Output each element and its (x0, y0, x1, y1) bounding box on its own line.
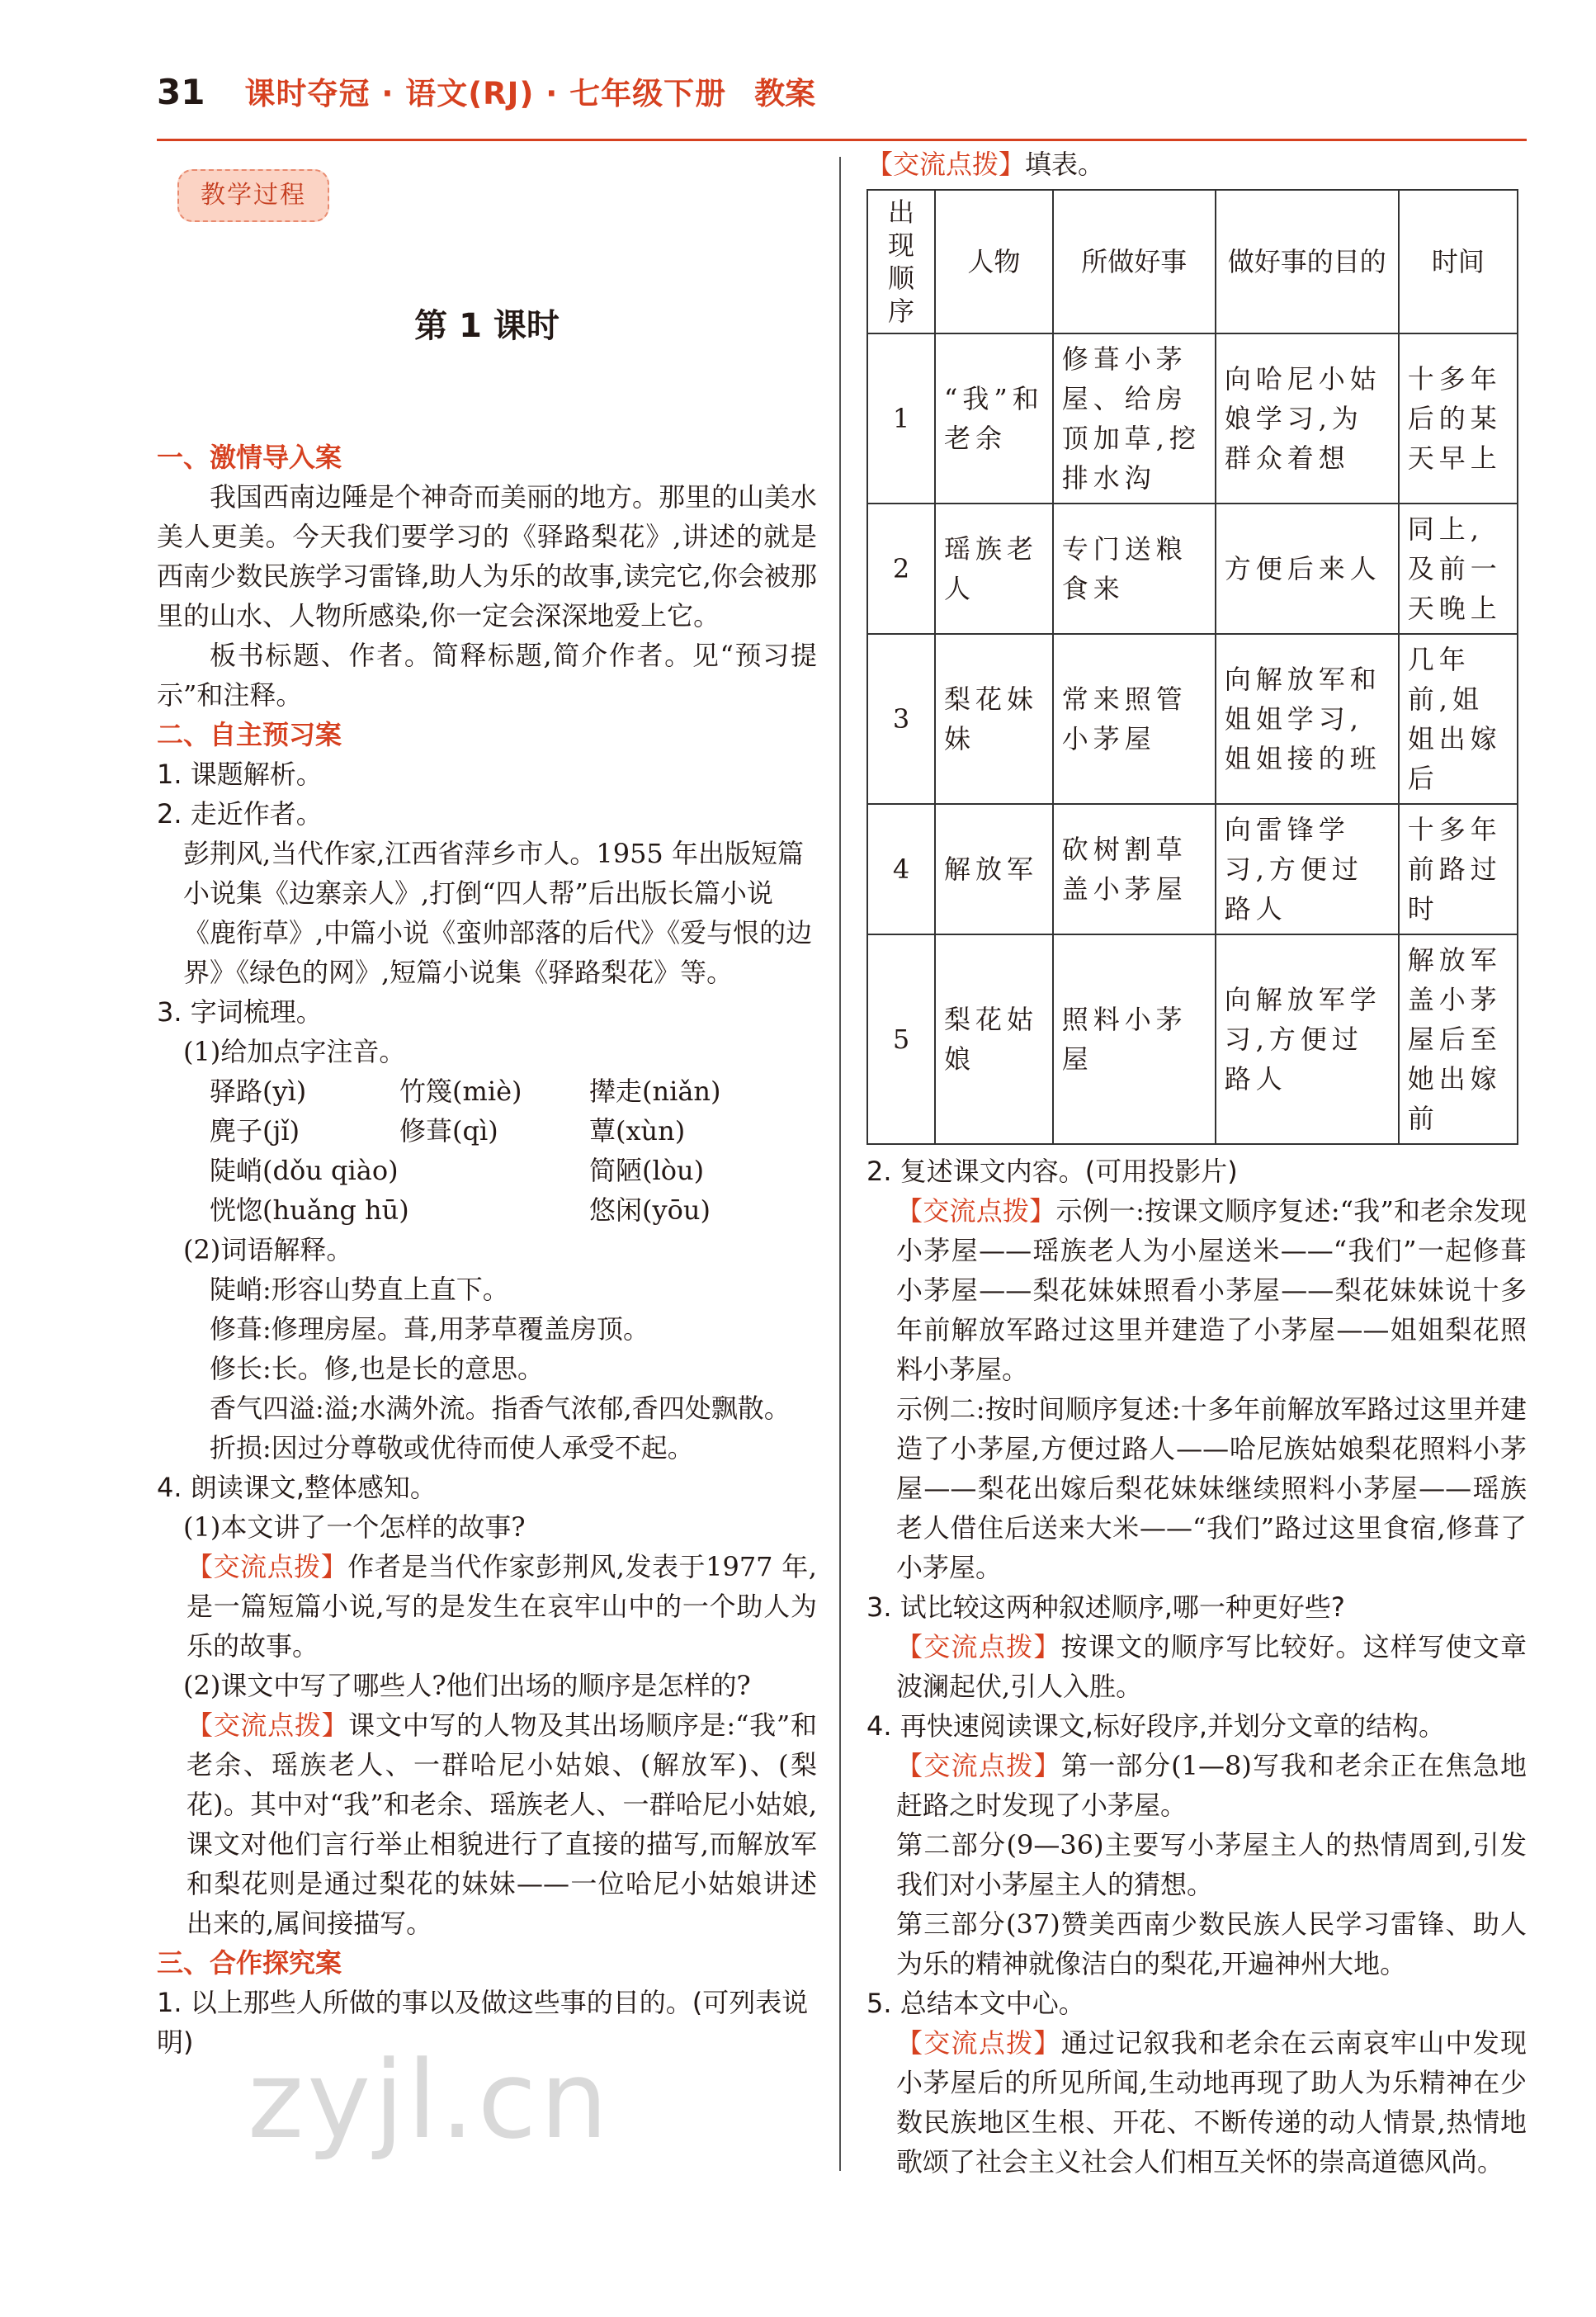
lesson-title: 第 1 课时 (414, 307, 560, 345)
column-divider (839, 157, 841, 2171)
table-header: 做好事的目的 (1216, 190, 1399, 333)
answer-block (866, 2023, 1527, 2182)
discussion-tag: 【交流点拨】 (187, 1551, 348, 1582)
table-cell: 砍树割草盖小茅屋 (1053, 804, 1216, 934)
sub-question-story: (1)本文讲了一个怎样的故事? (183, 1511, 526, 1543)
pinyin-row (157, 1111, 817, 1151)
definition: 折损:因过分尊敬或优待而使人承受不起。 (210, 1432, 694, 1463)
table-cell: 常来照管小茅屋 (1053, 634, 1216, 804)
sub-question-characters: (2)课文中写了哪些人?他们出场的顺序是怎样的? (183, 1670, 751, 1701)
question-retell: 2. 复述课文内容。(可用投影片) (866, 1156, 1238, 1187)
table-cell: 2 (867, 504, 935, 634)
page-header (157, 73, 815, 130)
table-cell: “我”和老余 (935, 333, 1053, 504)
book-tag: 教案 (754, 76, 816, 111)
sub-question-pinyin: (1)给加点字注音。 (183, 1036, 406, 1067)
discussion-tag: 【交流点拨】 (896, 2027, 1061, 2059)
good-deeds-table (866, 189, 1518, 1145)
book-title: 课时夺冠 · 语文(RJ) · 七年级下册 (244, 76, 727, 111)
pinyin-word: 竹篾(miè) (399, 1076, 522, 1107)
table-cell: 5 (867, 934, 935, 1144)
question-compare: 3. 试比较这两种叙述顺序,哪一种更好些? (866, 1591, 1345, 1623)
table-header: 出现顺序 (867, 190, 935, 333)
definition: 香气四溢:溢;水满外流。指香气浓郁,香四处飘散。 (210, 1393, 791, 1424)
table-row (867, 804, 1518, 934)
table-cell: 3 (867, 634, 935, 804)
table-cell: 向雷锋学习,方便过路人 (1216, 804, 1399, 934)
question-structure: 4. 再快速阅读课文,标好段序,并划分文章的结构。 (866, 1710, 1446, 1742)
table-cell: 向哈尼小姑娘学习,为群众着想 (1216, 333, 1399, 504)
definition: 修葺:修理房屋。葺,用茅草覆盖房顶。 (210, 1313, 649, 1345)
table-cell: 十多年后的某天早上 (1399, 333, 1518, 504)
section-heading-intro: 一、激情导入案 (157, 442, 342, 473)
pinyin-word: 修葺(qì) (399, 1115, 498, 1147)
definition: 修长:长。修,也是长的意思。 (210, 1353, 544, 1384)
definition: 陡峭:形容山势直上直下。 (210, 1274, 509, 1305)
discussion-tag: 【交流点拨】 (896, 1195, 1056, 1227)
table-header: 人物 (935, 190, 1053, 333)
discussion-tag: 【交流点拨】 (187, 1709, 349, 1741)
discussion-tag: 【交流点拨】 (896, 1631, 1061, 1662)
answer-block (157, 1705, 817, 1943)
answer-block (866, 1627, 1527, 1706)
table-cell: 同上,及前一天晚上 (1399, 504, 1518, 634)
table-cell: 方便后来人 (1216, 504, 1399, 634)
question-5: 1. 以上那些人所做的事以及做这些事的目的。(可列表说明) (157, 1987, 809, 2058)
author-intro: 彭荆风,当代作家,江西省萍乡市人。1955 年出版短篇小说集《边寨亲人》,打倒“四人帮”后出版长篇小说《鹿衔草》,中篇小说《蛮帅部落的后代》《爱与恨的边界》《绿色的网》,短篇小说集《驿路梨花》等。 (183, 838, 813, 988)
pinyin-word: 麂子(jǐ) (210, 1115, 300, 1147)
answer-text: 第一部分(1—8)写我和老余正在焦急地赶路之时发现了小茅屋。 (896, 1750, 1527, 1821)
pinyin-word: 撵走(niǎn) (589, 1076, 721, 1107)
pinyin-word: 驿路(yì) (210, 1076, 307, 1107)
table-cell: 专门送粮食来 (1053, 504, 1216, 634)
answer-block (866, 1191, 1527, 1389)
answer-block (157, 1547, 817, 1666)
table-header-row (867, 190, 1518, 333)
section-heading-explore: 三、合作探究案 (157, 1947, 342, 1979)
sub-question-definitions: (2)词语解释。 (183, 1234, 353, 1265)
table-cell: 梨花姑娘 (935, 934, 1053, 1144)
answer-text: 课文中写的人物及其出场顺序是:“我”和老余、瑶族老人、一群哈尼小姑娘、(解放军)、(梨花)。其中对“我”和老余、瑶族老人、一群哈尼小姑娘,课文对他们言行举止相貌进行了直接的描写,而解放军和梨花则是通过梨花的妹妹——一位哈尼小姑娘讲述出来的,属间接描写。 (187, 1709, 817, 1939)
table-cell: 照料小茅屋 (1053, 934, 1216, 1144)
table-cell: 解放军 (935, 804, 1053, 934)
intro-paragraph-2: 板书标题、作者。简释标题,简介作者。见“预习提示”和注释。 (157, 640, 817, 711)
pinyin-word: 简陋(lòu) (589, 1155, 705, 1186)
table-cell: 几年前,姐姐出嫁后 (1399, 634, 1518, 804)
question-3: 3. 字词梳理。 (157, 996, 323, 1028)
intro-paragraph: 我国西南边陲是个神奇而美丽的地方。那里的山美水美人更美。今天我们要学习的《驿路梨花》,讲述的就是西南少数民族学习雷锋,助人为乐的故事,读完它,你会被那里的山水、人物所感染,你一定会深深地爱上它。 (157, 481, 818, 631)
pinyin-word: 蕈(xùn) (589, 1115, 686, 1147)
answer-text: 通过记叙我和老余在云南哀牢山中发现小茅屋后的所见所闻,生动地再现了助人为乐精神在少数民族地区生根、开花、不断传递的动人情景,热情地歌颂了社会主义社会人们相互关怀的崇高道德风尚。 (896, 2027, 1527, 2178)
right-column (866, 144, 1527, 2182)
table-cell: 十多年前路过时 (1399, 804, 1518, 934)
pinyin-row (157, 1190, 817, 1230)
page-number: 31 (157, 72, 205, 112)
answer-text: 第二部分(9—36)主要写小茅屋主人的热情周到,引发我们对小茅屋主人的猜想。 (896, 1829, 1527, 1900)
table-cell: 解放军盖小茅屋后至她出嫁前 (1399, 934, 1518, 1144)
table-intro (866, 144, 1527, 184)
pinyin-row (157, 1151, 817, 1190)
section-badge: 教学过程 (177, 169, 329, 222)
table-row (867, 934, 1518, 1144)
table-cell: 梨花妹妹 (935, 634, 1053, 804)
table-row (867, 333, 1518, 504)
section-heading-preview: 二、自主预习案 (157, 719, 342, 750)
question-2: 2. 走近作者。 (157, 798, 323, 830)
table-row (867, 634, 1518, 804)
pinyin-word: 悠闲(yōu) (589, 1194, 711, 1226)
table-intro-text: 填表。 (1025, 149, 1105, 180)
table-cell: 4 (867, 804, 935, 934)
question-summary: 5. 总结本文中心。 (866, 1988, 1085, 2019)
answer-text: 作者是当代作家彭荆风,发表于1977 年,是一篇短篇小说,写的是发生在哀牢山中的一个助人为乐的故事。 (187, 1551, 817, 1662)
answer-text: 示例一:按课文顺序复述:“我”和老余发现小茅屋——瑶族老人为小屋送米——“我们”一起修葺小茅屋——梨花妹妹照看小茅屋——梨花妹妹说十多年前解放军路过这里并建造了小茅屋——姐姐梨花照料小茅屋。 (896, 1195, 1527, 1385)
table-cell: 修葺小茅屋、给房顶加草,挖排水沟 (1053, 333, 1216, 504)
answer-text: 第三部分(37)赞美西南少数民族人民学习雷锋、助人为乐的精神就像洁白的梨花,开遍神州大地。 (896, 1908, 1527, 1979)
answer-text: 示例二:按时间顺序复述:十多年前解放军路过这里并建造了小茅屋,方便过路人——哈尼族姑娘梨花照料小茅屋——梨花出嫁后梨花妹妹继续照料小茅屋——瑶族老人借住后送来大米——“我们”路过这里食宿,修葺了小茅屋。 (896, 1393, 1527, 1583)
question-1: 1. 课题解析。 (157, 759, 323, 790)
watermark: zyjl.cn (248, 2037, 611, 2163)
answer-text: 按课文的顺序写比较好。这样写使文章波澜起伏,引人入胜。 (896, 1631, 1527, 1702)
discussion-tag: 【交流点拨】 (866, 149, 1026, 180)
header-divider (157, 139, 1527, 141)
table-cell: 1 (867, 333, 935, 504)
pinyin-word: 恍惚(huǎng hū) (210, 1194, 409, 1226)
table-row (867, 504, 1518, 634)
question-4: 4. 朗读课文,整体感知。 (157, 1472, 437, 1503)
pinyin-word: 陡峭(dǒu qiào) (210, 1155, 399, 1186)
table-header: 所做好事 (1053, 190, 1216, 333)
discussion-tag: 【交流点拨】 (896, 1750, 1061, 1781)
left-column (157, 297, 817, 2062)
table-cell: 瑶族老人 (935, 504, 1053, 634)
table-header: 时间 (1399, 190, 1518, 333)
answer-block (866, 1746, 1527, 1825)
pinyin-row (157, 1071, 817, 1111)
table-cell: 向解放军和姐姐学习,姐姐接的班 (1216, 634, 1399, 804)
table-cell: 向解放军学习,方便过路人 (1216, 934, 1399, 1144)
